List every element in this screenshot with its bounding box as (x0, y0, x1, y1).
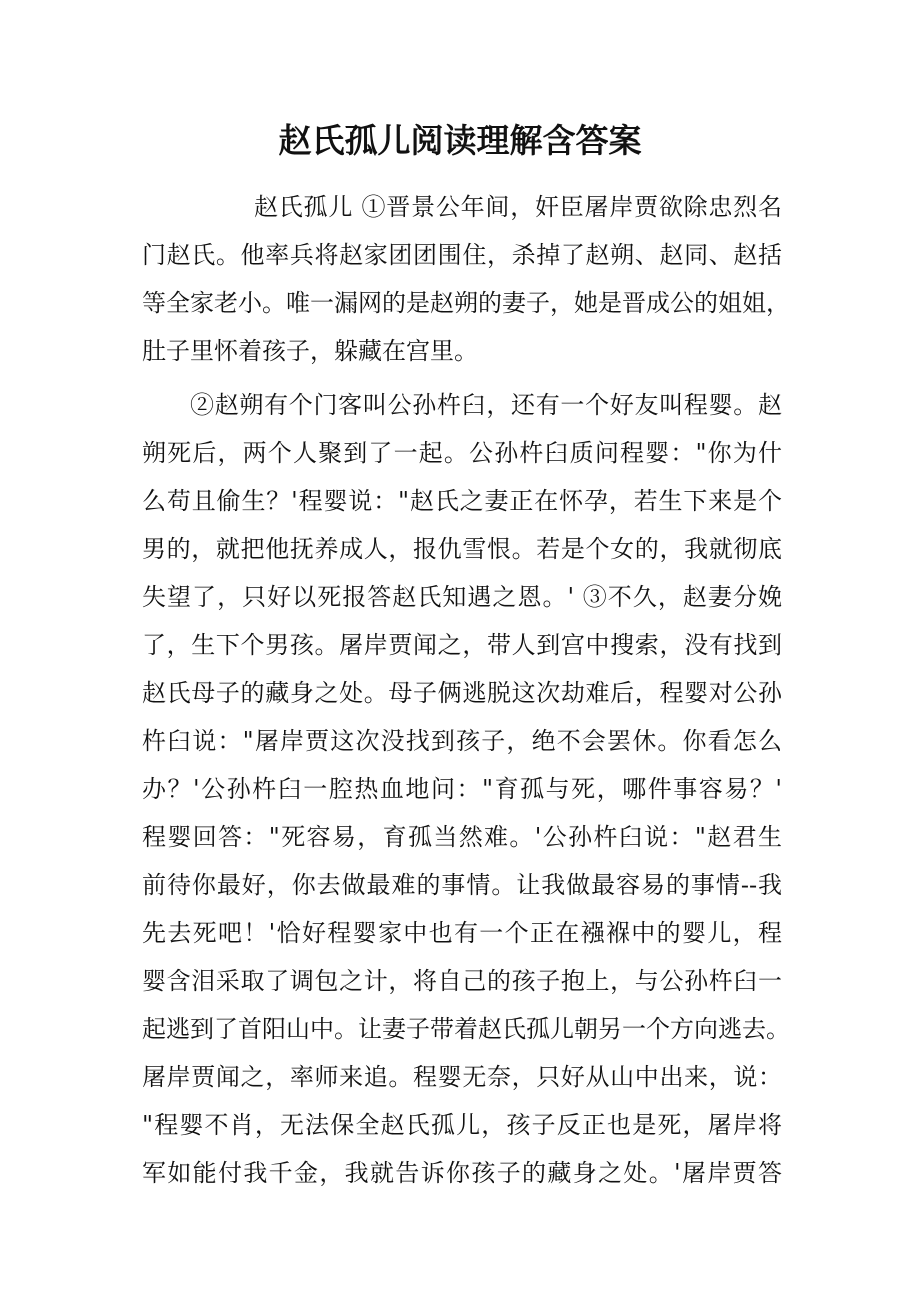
text-line: 赵氏母子的藏身之处。母子俩逃脱这次劫难后，程婴对公孙 (142, 679, 782, 707)
text-line: 程婴回答："死容易，育孤当然难。'公孙杵臼说："赵君生 (142, 823, 782, 851)
text-line: ②赵朔有个门客叫公孙杵臼，还有一个好友叫程婴。赵 (190, 391, 782, 419)
text-line: 男的，就把他抚养成人，报仇雪恨。若是个女的，我就彻底 (142, 535, 782, 563)
document-body (142, 183, 790, 1197)
text-line: 婴含泪采取了调包之计，将自己的孩子抱上，与公孙杵臼一 (142, 967, 782, 995)
text-line: 起逃到了首阳山中。让妻子带着赵氏孤儿朝另一个方向逃去。 (142, 1015, 790, 1043)
text-line: 先去死吧！'恰好程婴家中也有一个正在襁褓中的婴儿，程 (142, 919, 782, 947)
text-line: 肚子里怀着孩子，躲藏在宫里。 (142, 337, 478, 365)
text-line: 前待你最好，你去做最难的事情。让我做最容易的事情--我 (142, 871, 782, 899)
text-line: 办？'公孙杵臼一腔热血地问："育孤与死，哪件事容易？' (142, 775, 782, 803)
text-line: 失望了，只好以死报答赵氏知遇之恩。' ③不久，赵妻分娩 (142, 583, 782, 611)
text-line: 朔死后，两个人聚到了一起。公孙杵臼质问程婴："你为什 (142, 439, 782, 467)
paragraph-2 (142, 381, 790, 1197)
text-line: 了，生下个男孩。屠岸贾闻之，带人到宫中搜索，没有找到 (142, 631, 782, 659)
paragraph-1 (142, 183, 790, 375)
text-line: 赵氏孤儿 ①晋景公年间，奸臣屠岸贾欲除忠烈名 (254, 193, 782, 221)
text-line: 杵臼说："屠岸贾这次没找到孩子，绝不会罢休。你看怎么 (142, 727, 782, 755)
text-line: 么苟且偷生？'程婴说："赵氏之妻正在怀孕，若生下来是个 (142, 487, 782, 515)
text-line: 屠岸贾闻之，率师来追。程婴无奈，只好从山中出来，说： (142, 1063, 782, 1091)
text-line: 等全家老小。唯一漏网的是赵朔的妻子，她是晋成公的姐姐， (142, 289, 790, 317)
text-line: 军如能付我千金，我就告诉你孩子的藏身之处。'屠岸贾答 (142, 1159, 782, 1187)
text-line: "程婴不肖，无法保全赵氏孤儿，孩子反正也是死，屠岸将 (142, 1111, 782, 1139)
document-title: 赵氏孤儿阅读理解含答案 (278, 121, 642, 160)
text-line: 门赵氏。他率兵将赵家团团围住，杀掉了赵朔、赵同、赵括 (142, 241, 782, 269)
